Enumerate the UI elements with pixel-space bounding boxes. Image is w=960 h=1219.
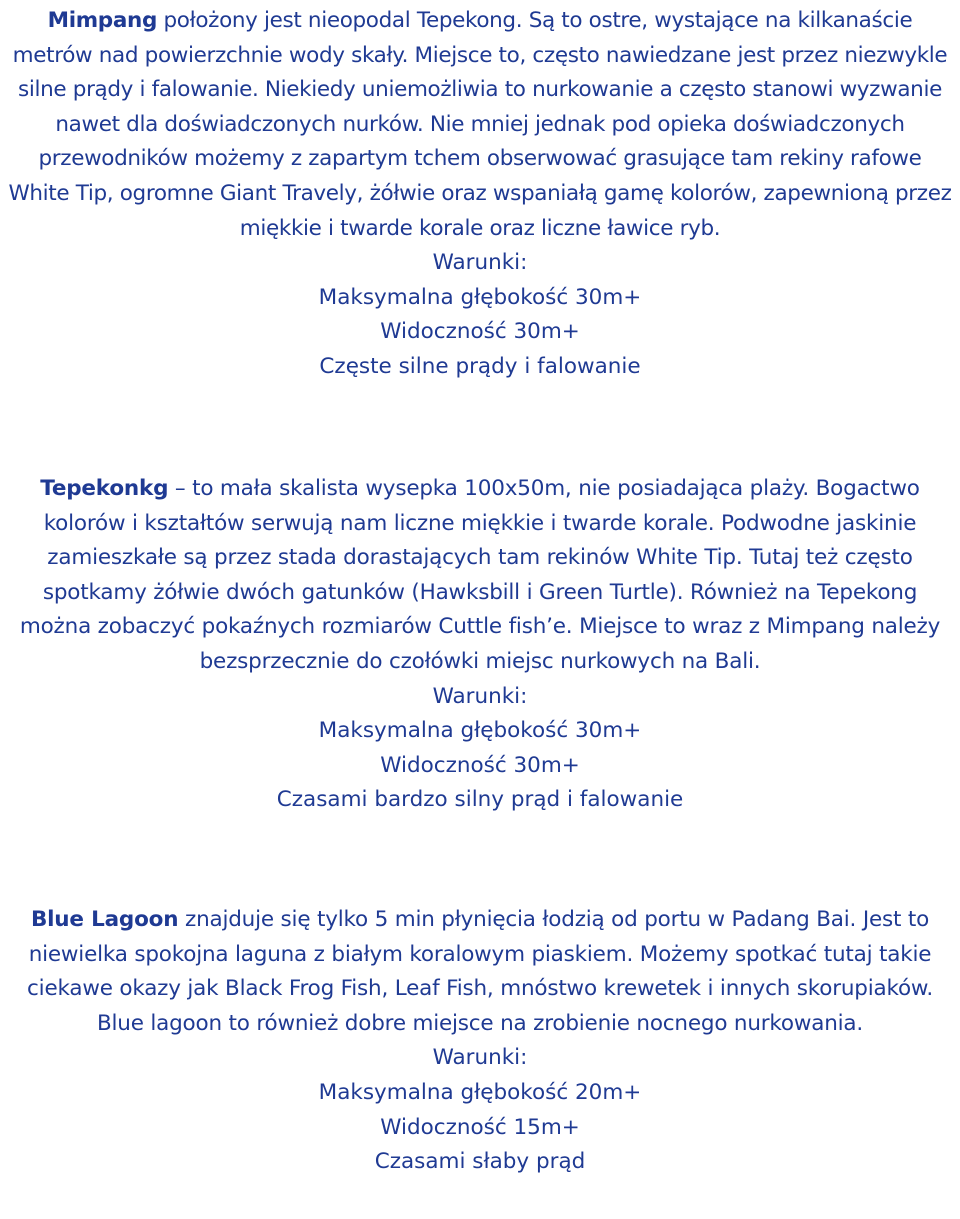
- section-text: położony jest nieopodal Tepekong. Są to ostre, wystające na kilkanaście metrów nad powierzchnie wody skały. Miejsce to, często nawiedzane jest przez niezwykle silne prądy i falowanie. Niekiedy uniemożliwia to nurkowanie a często stanowi wyzwanie nawet dla doświadczonych nurków. Nie mniej jednak pod opieka doświadczonych przewodników możemy z zapartym tchem obserwować grasujące tam rekiny rafowe White Tip, ogromne Giant Travely, żółwie oraz wspaniałą gamę kolorów, zapewnioną przez miękkie i twarde korale oraz liczne ławice ryb.: [8, 8, 952, 241]
- condition-visibility: Widoczność 30m+: [380, 752, 580, 778]
- section-mimpang: [0, 4, 960, 385]
- section-title: Tepekonkg: [40, 476, 169, 501]
- conditions-label: Warunki:: [432, 1045, 528, 1071]
- section-paragraph: [0, 4, 960, 246]
- condition-currents: Czasami bardzo silny prąd i falowanie: [276, 787, 684, 813]
- condition-currents: Częste silne prądy i falowanie: [319, 353, 641, 379]
- section-tepekong: [0, 472, 960, 818]
- conditions-block: [0, 680, 960, 818]
- condition-max-depth: Maksymalna głębokość 20m+: [318, 1079, 642, 1105]
- section-title: Blue Lagoon: [30, 907, 179, 932]
- conditions-block: [0, 246, 960, 384]
- section-blue-lagoon: [0, 903, 960, 1180]
- conditions-block: [0, 1041, 960, 1179]
- section-text: – to mała skalista wysepka 100x50m, nie posiadająca plaży. Bogactwo kolorów i kształtów serwują nam liczne miękkie i twarde korale. Podwodne jaskinie zamieszkałe są przez stada dorastających tam rekinów White Tip. Tutaj też często spotkamy żółwie dwóch gatunków (Hawksbill i Green Turtle). Również na Tepekong można zobaczyć pokaźnych rozmiarów Cuttle fish’e. Miejsce to wraz z Mimpang należy bezsprzecznie do czołówki miejsc nurkowych na Bali.: [19, 476, 941, 674]
- condition-max-depth: Maksymalna głębokość 30m+: [318, 284, 642, 310]
- section-title: Mimpang: [47, 8, 157, 33]
- condition-visibility: Widoczność 30m+: [380, 319, 580, 345]
- section-paragraph: [0, 903, 960, 1041]
- condition-max-depth: Maksymalna głębokość 30m+: [318, 718, 642, 744]
- section-text: znajduje się tylko 5 min płynięcia łodzią od portu w Padang Bai. Jest to niewielka spokojna laguna z białym koralowym piaskiem. Możemy spotkać tutaj takie ciekawe okazy jak Black Frog Fish, Leaf Fish, mnóstwo krewetek i innych skorupiaków. Blue lagoon to również dobre miejsce na zrobienie nocnego nurkowania.: [27, 907, 933, 1036]
- condition-visibility: Widoczność 15m+: [380, 1114, 580, 1140]
- section-paragraph: [0, 472, 960, 680]
- conditions-label: Warunki:: [432, 250, 528, 276]
- condition-currents: Czasami słaby prąd: [374, 1149, 586, 1175]
- conditions-label: Warunki:: [432, 683, 528, 709]
